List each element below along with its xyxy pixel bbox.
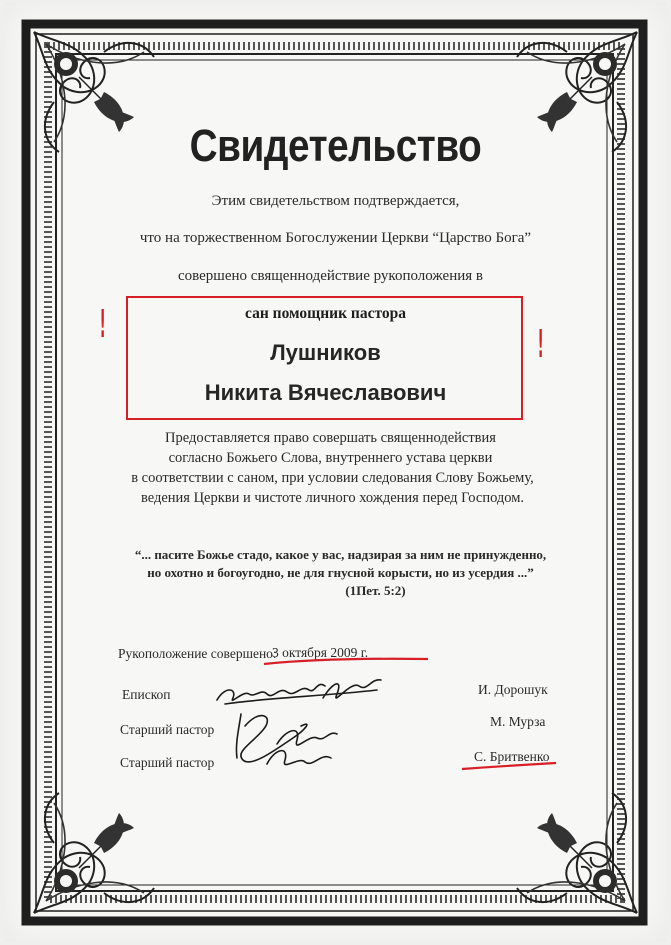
intro-line-1: Этим свидетельством подтверждается, <box>211 193 460 209</box>
signatory-name-2: М. Мурза <box>490 714 546 729</box>
rights-line-4: ведения Церкви и чистоте личного хождения перед Господом. <box>140 490 525 506</box>
page-title: Свидетельство <box>189 120 482 171</box>
quote-line-1: “... пасите Божье стадо, какое у вас, надзирая за ним не принужденно, <box>134 547 547 562</box>
rights-line-1: Предоставляется право совершать священнодействия <box>165 430 496 446</box>
rank-text: сан помощник пастора <box>245 305 406 322</box>
intro-line-3: совершено священнодействие рукоположения в <box>178 268 483 284</box>
quote-reference: (1Пет. 5:2) <box>345 583 406 598</box>
rights-line-2: согласно Божьего Слова, внутреннего устава церкви <box>168 450 493 466</box>
signature-scribble-icon <box>205 668 390 788</box>
intro-line-2: что на торжественном Богослужении Церкви “Царство Бога” <box>139 230 532 246</box>
signatory-name-3: С. Бритвенко <box>474 749 550 764</box>
signatory-name-1: И. Дорошук <box>478 682 548 697</box>
ordination-label: Рукоположение совершено: <box>118 646 277 661</box>
ordination-date: 3 октября 2009 г. <box>272 645 369 660</box>
signatory-role-2: Старший пастор <box>120 722 215 737</box>
surname: Лушников <box>270 340 381 365</box>
signatory-role-1: Епископ <box>122 687 171 702</box>
quote-line-2: но охотно и богоугодно, не для гнусной корысти, но из усердия ...” <box>147 565 534 580</box>
signatory-underline <box>460 760 560 774</box>
signatory-role-3: Старший пастор <box>120 755 215 770</box>
rights-line-3: в соответствии с саном, при условии следования Слову Божьему, <box>131 470 534 486</box>
right-exclamation-mark: ! <box>537 322 544 366</box>
left-exclamation-mark: ! <box>99 302 106 346</box>
given-names: Никита Вячеславович <box>204 380 447 405</box>
